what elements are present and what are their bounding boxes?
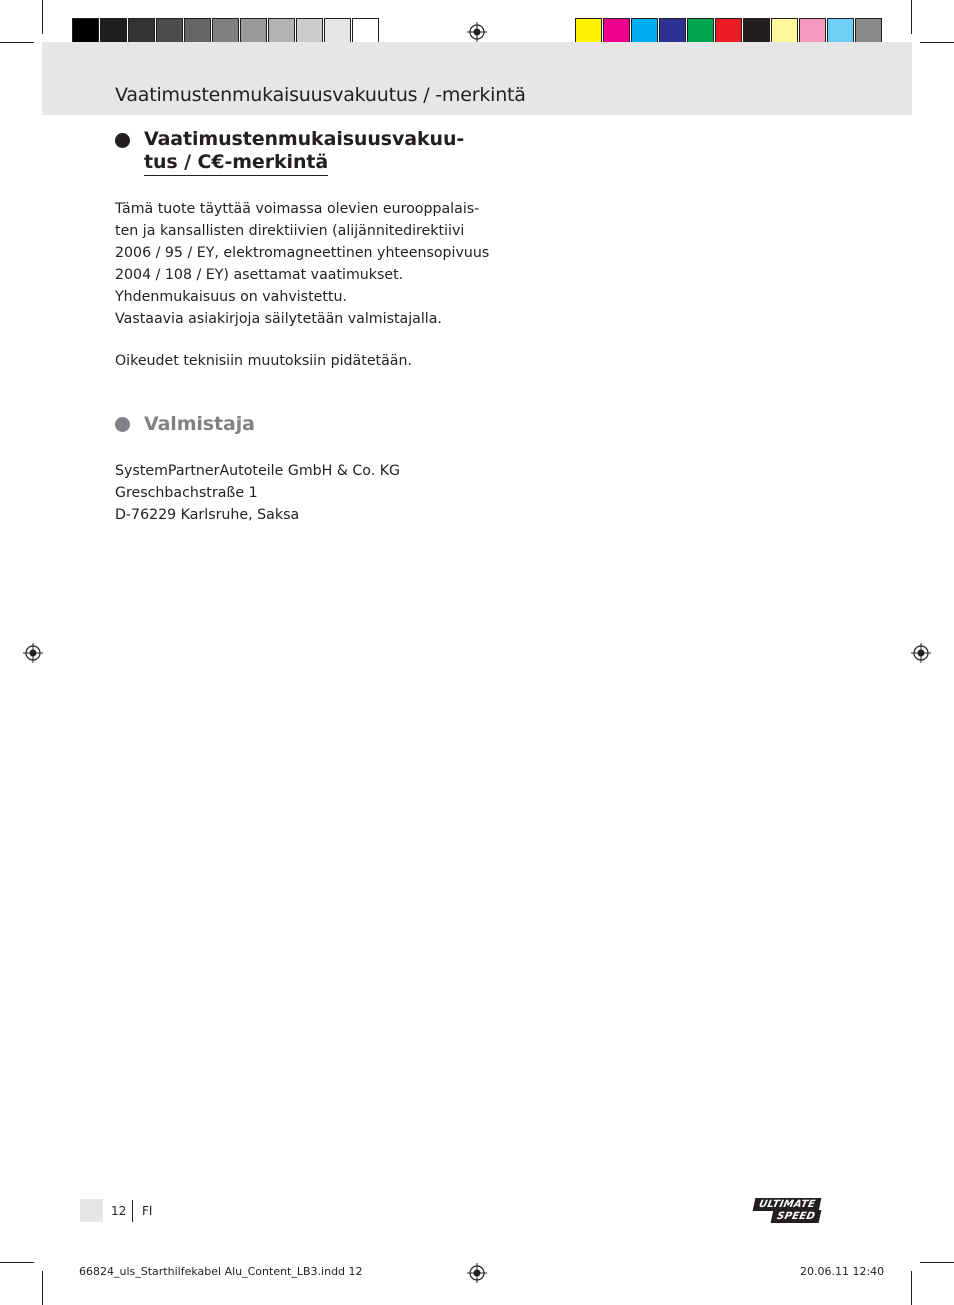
brand-logo-wordmark: SPEED	[771, 1210, 822, 1223]
text-line: ten ja kansallisten direktiivien (alijännitedirektiivi	[115, 223, 465, 239]
text-line: 2006 / 95 / EY, elektromagneettinen yhteensopivuus	[115, 245, 490, 261]
manufacturer-address	[115, 460, 400, 526]
slug-file-info: 66824_uls_Starthilfekabel Alu_Content_LB3.indd 12	[79, 1265, 363, 1278]
text-line: Oikeudet teknisiin muutoksiin pidätetään.	[115, 353, 412, 369]
brand-logo-wordmark: ULTIMATE	[753, 1198, 822, 1211]
crop-mark	[920, 1262, 954, 1263]
registration-mark-icon	[467, 1263, 487, 1283]
crop-mark	[0, 42, 34, 43]
section-bullet-icon	[115, 417, 130, 432]
address-line: SystemPartnerAutoteile GmbH & Co. KG	[115, 463, 401, 479]
page-header-title: Vaatimustenmukaisuusvakuutus / -merkintä	[115, 84, 526, 106]
section-heading-line: Vaatimustenmukaisuusvakuu-	[144, 128, 465, 150]
language-code: FI	[142, 1204, 153, 1218]
text-line: Vastaavia asiakirjoja säilytetään valmistajalla.	[115, 311, 442, 327]
section-heading-manufacturer: Valmistaja	[144, 413, 255, 435]
crop-mark	[911, 0, 912, 34]
address-line: Greschbachstraße 1	[115, 485, 258, 501]
page-number-box	[80, 1199, 103, 1222]
registration-mark-icon	[467, 22, 487, 42]
conformity-paragraph	[115, 198, 489, 330]
registration-mark-icon	[23, 643, 43, 663]
crop-mark	[42, 0, 43, 34]
registration-mark-icon	[911, 643, 931, 663]
crop-mark	[920, 42, 954, 43]
rights-paragraph	[115, 350, 412, 372]
address-line: D-76229 Karlsruhe, Saksa	[115, 507, 300, 523]
crop-mark	[42, 1271, 43, 1305]
text-line: Tämä tuote täyttää voimassa olevien eurooppalais-	[115, 201, 480, 217]
slug-date-info: 20.06.11 12:40	[800, 1265, 885, 1278]
crop-mark	[0, 1262, 34, 1263]
text-line: 2004 / 108 / EY) asettamat vaatimukset.	[115, 267, 404, 283]
page-number: 12	[111, 1204, 127, 1218]
page-number-divider	[132, 1200, 133, 1222]
section-heading-conformity	[144, 128, 464, 176]
crop-mark	[911, 1271, 912, 1305]
brand-logo	[752, 1198, 840, 1226]
section-bullet-icon	[115, 133, 130, 148]
section-heading-line: tus / C€-merkintä	[144, 151, 328, 176]
text-line: Yhdenmukaisuus on vahvistettu.	[115, 289, 347, 305]
